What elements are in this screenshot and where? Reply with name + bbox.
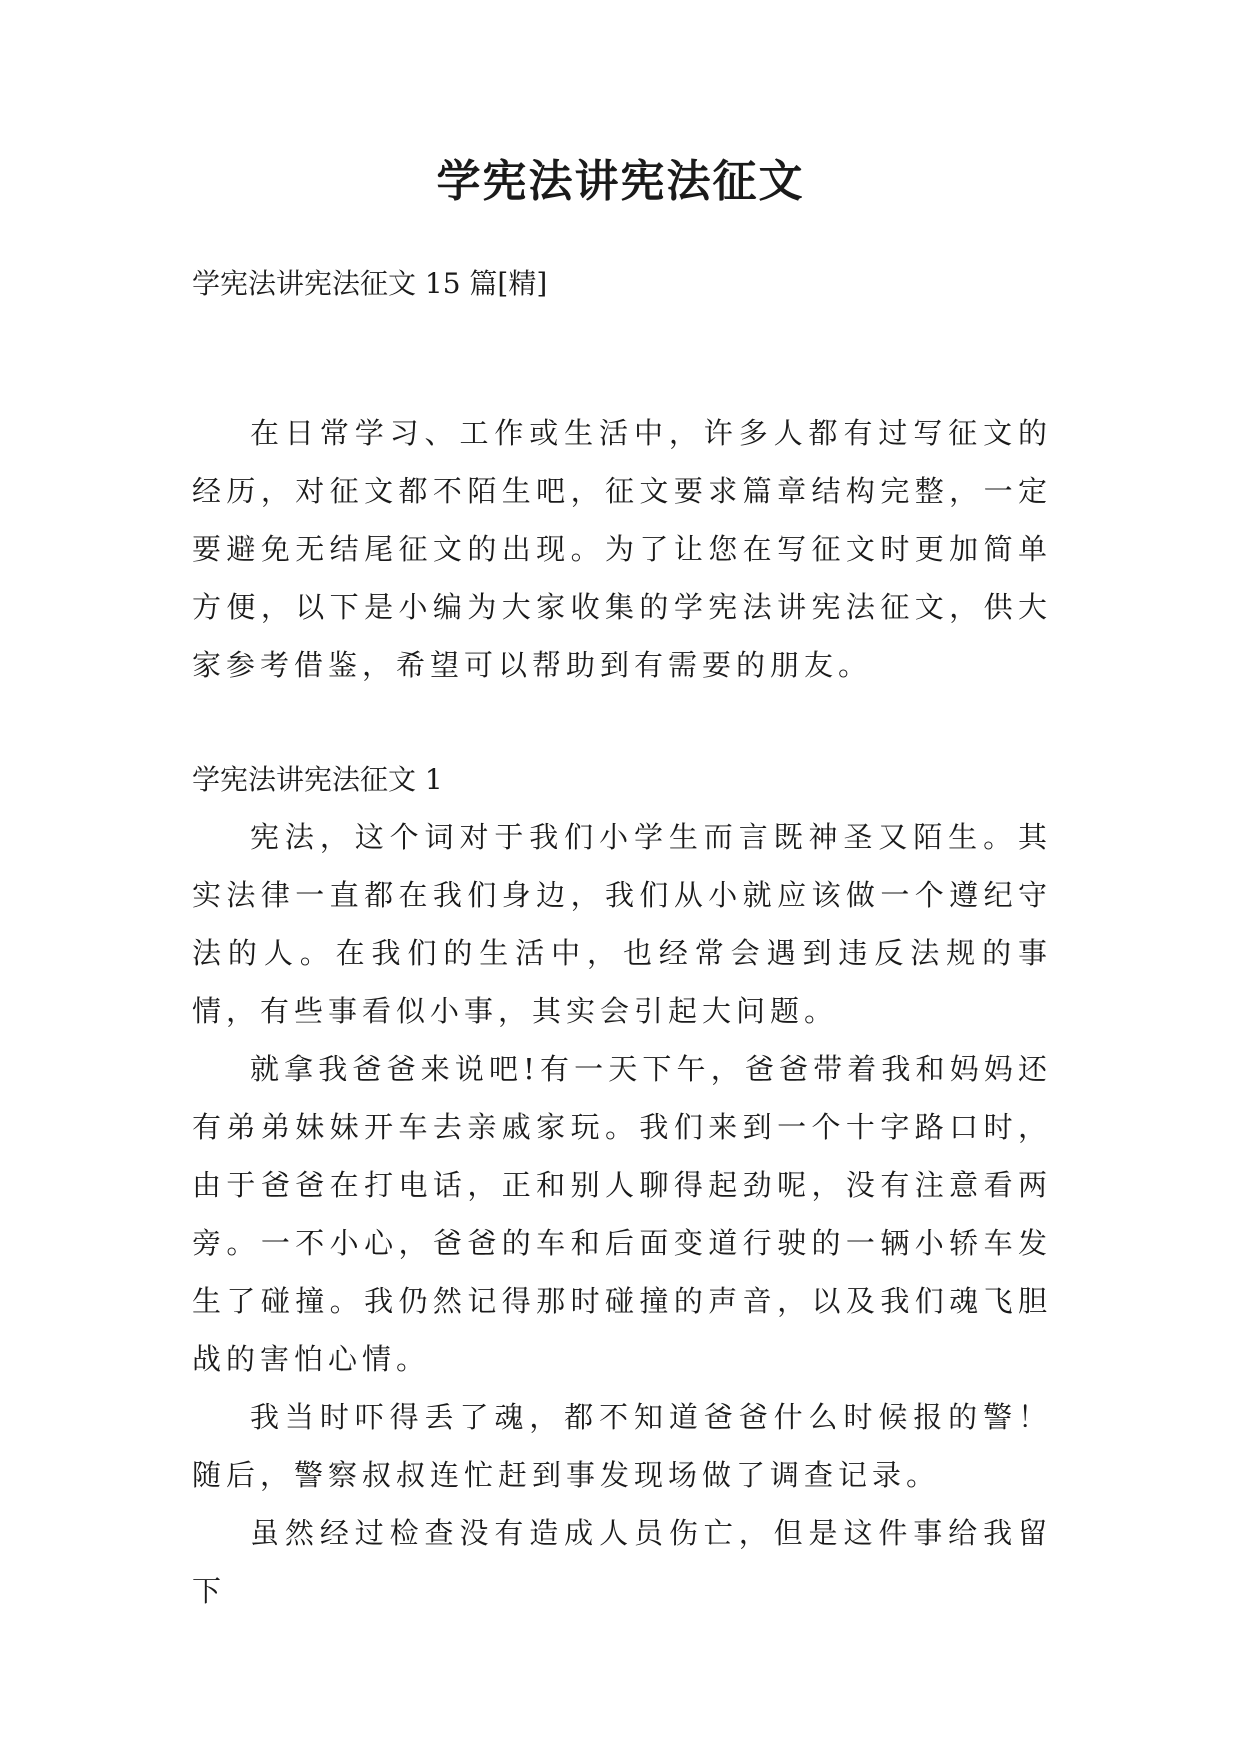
document-title: 学宪法讲宪法征文	[436, 156, 805, 207]
body-paragraph-2: 就拿我爸爸来说吧!有一天下午，爸爸带着我和妈妈还有弟弟妹妹开车去亲戚家玩。我们来到一个十字路口时，由于爸爸在打电话，正和别人聊得起劲呢，没有注意看两旁。一不小心，爸爸的车和后面变道行驶的一辆小轿车发生了碰撞。我仍然记得那时碰撞的声音，以及我们魂飞胆战的害怕心情。	[192, 1052, 1052, 1376]
document-subtitle: 学宪法讲宪法征文 15 篇[精]	[192, 267, 548, 300]
body-paragraph-3: 我当时吓得丢了魂，都不知道爸爸什么时候报的警！随后，警察叔叔连忙赶到事发现场做了调查记录。	[192, 1400, 1052, 1492]
intro-paragraph: 在日常学习、工作或生活中，许多人都有过写征文的经历，对征文都不陌生吧，征文要求篇章结构完整，一定要避免无结尾征文的出现。为了让您在写征文时更加简单方便，以下是小编为大家收集的学宪法讲宪法征文，供大家参考借鉴，希望可以帮助到有需要的朋友。	[192, 416, 1052, 682]
section-heading: 学宪法讲宪法征文 1	[192, 763, 443, 796]
essay-body	[192, 808, 1052, 1620]
intro-block	[192, 404, 1052, 694]
body-paragraph-4: 虽然经过检查没有造成人员伤亡，但是这件事给我留下	[192, 1516, 1052, 1608]
body-paragraph-1: 宪法，这个词对于我们小学生而言既神圣又陌生。其实法律一直都在我们身边，我们从小就应该做一个遵纪守法的人。在我们的生活中，也经常会遇到违反法规的事情，有些事看似小事，其实会引起大问题。	[192, 820, 1052, 1028]
